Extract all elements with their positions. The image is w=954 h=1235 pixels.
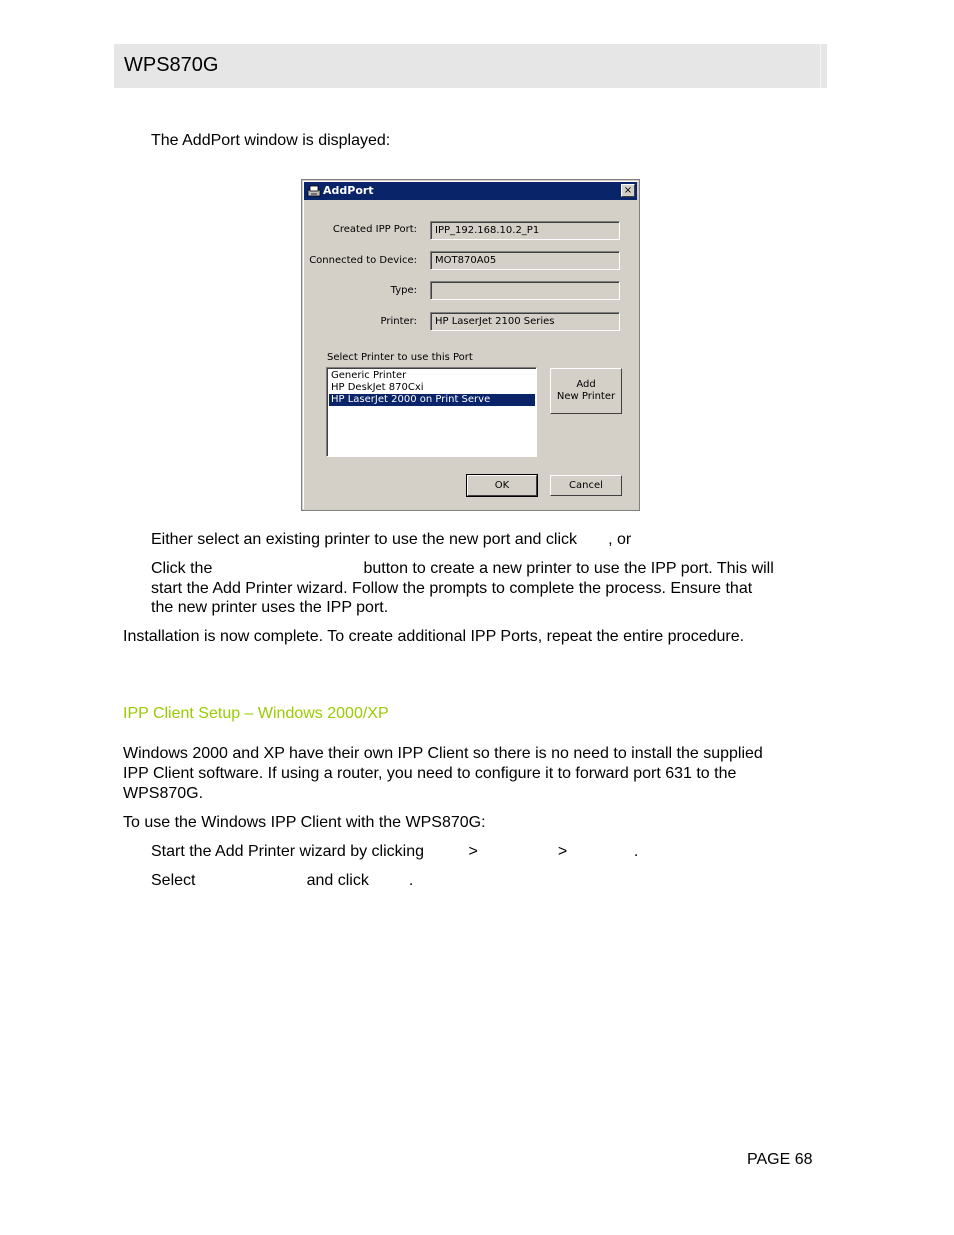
close-button[interactable]: × bbox=[621, 184, 635, 197]
ok-button[interactable]: OK bbox=[467, 475, 537, 496]
installation-complete-text: Installation is now complete. To create additional IPP Ports, repeat the entire procedure. bbox=[123, 628, 745, 645]
section-heading: IPP Client Setup – Windows 2000/XP bbox=[123, 705, 389, 722]
add-new-printer-button[interactable] bbox=[550, 368, 622, 414]
type-label: Type: bbox=[390, 285, 417, 296]
instruction-item-2: Select and click . bbox=[151, 872, 414, 889]
cancel-button[interactable]: Cancel bbox=[550, 475, 622, 496]
page-number: PAGE 68 bbox=[747, 1151, 813, 1168]
list-item-selected[interactable]: HP LaserJet 2000 on Print Serve bbox=[329, 394, 535, 406]
section-paragraph-line2: IPP Client software. If using a router, you need to configure it to forward port 631 to the bbox=[123, 765, 737, 782]
list-item[interactable]: HP DeskJet 870Cxi bbox=[331, 382, 424, 393]
dialog-titlebar bbox=[304, 182, 637, 200]
printer-label: Printer: bbox=[380, 316, 417, 327]
document-title: WPS870G bbox=[124, 54, 219, 76]
created-port-label: Created IPP Port: bbox=[332, 224, 417, 235]
step-add-new-line3: the new printer uses the IPP port. bbox=[151, 599, 389, 616]
printer-field: HP LaserJet 2100 Series bbox=[430, 312, 620, 331]
connected-device-field: MOT870A05 bbox=[430, 251, 620, 270]
header-bar bbox=[114, 44, 827, 88]
select-printer-label: Select Printer to use this Port bbox=[327, 352, 473, 363]
step-select-existing: Either select an existing printer to use the new port and click , or bbox=[151, 531, 632, 548]
list-item[interactable]: Generic Printer bbox=[331, 370, 407, 381]
add-button-line1: Add bbox=[576, 379, 596, 390]
add-button-line2: New Printer bbox=[556, 391, 616, 402]
instruction-item-1: Start the Add Printer wizard by clicking > > . bbox=[151, 843, 639, 860]
intro-text: The AddPort window is displayed: bbox=[151, 132, 391, 149]
dialog-title: AddPort bbox=[323, 184, 374, 197]
addport-dialog bbox=[301, 179, 640, 511]
section-paragraph-line1: Windows 2000 and XP have their own IPP Client so there is no need to install the supplied bbox=[123, 745, 763, 762]
step-add-new-line1: Click the button to create a new printer to use the IPP port. This will bbox=[151, 560, 774, 577]
section-paragraph-line3: WPS870G. bbox=[123, 785, 204, 802]
created-port-field: IPP_192.168.10.2_P1 bbox=[430, 221, 620, 240]
step-add-new-line2: start the Add Printer wizard. Follow the prompts to complete the process. Ensure that bbox=[151, 580, 753, 597]
header-divider bbox=[820, 44, 821, 88]
use-client-text: To use the Windows IPP Client with the WPS870G: bbox=[123, 814, 486, 831]
type-field bbox=[430, 281, 620, 300]
printer-icon bbox=[307, 184, 321, 198]
connected-device-label: Connected to Device: bbox=[309, 255, 417, 266]
printer-listbox[interactable] bbox=[326, 367, 537, 457]
